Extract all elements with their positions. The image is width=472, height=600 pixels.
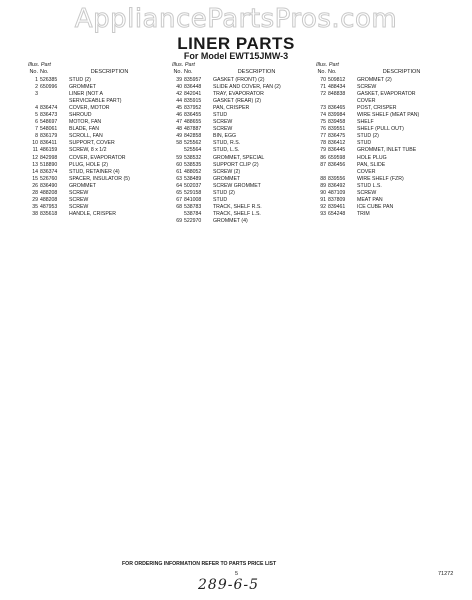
part-no: 650996 <box>40 84 58 91</box>
table-row <box>28 169 150 176</box>
illus-no: 87 <box>320 161 326 168</box>
table-row <box>172 126 300 133</box>
illus-no: 72 <box>320 91 326 98</box>
part-no: 488655 <box>184 119 202 126</box>
illus-no: 76 <box>320 126 326 133</box>
part-description: SCREW GROMMET <box>213 182 261 189</box>
part-description: MEAT PAN <box>357 196 383 203</box>
illus-no: 92 <box>320 203 326 210</box>
part-description: SPACER, INSULATOR (5) <box>69 175 130 182</box>
part-no: 538784 <box>184 210 202 217</box>
part-description: SHELF <box>357 119 374 126</box>
part-description: TRIM <box>357 210 370 217</box>
part-no: 522970 <box>184 217 202 224</box>
part-no: 837952 <box>184 105 202 112</box>
part-no: 842041 <box>184 91 202 98</box>
table-row <box>172 105 300 112</box>
table-row <box>316 133 446 140</box>
part-description: GASKET (REAR) (2) <box>213 98 262 105</box>
part-description: SCREW (2) <box>213 168 241 175</box>
table-row <box>28 98 150 105</box>
part-no: 488208 <box>40 196 58 203</box>
table-row <box>28 183 150 190</box>
illus-no: 60 <box>176 161 182 168</box>
table-row <box>316 105 446 112</box>
part-description: SLIDE AND COVER, FAN (2) <box>213 84 281 91</box>
table-row <box>172 183 300 190</box>
illus-no: 70 <box>320 77 326 83</box>
ordering-note: FOR ORDERING INFORMATION REFER TO PARTS PRICE LIST <box>122 561 277 567</box>
part-no: 835915 <box>184 98 202 105</box>
part-description: HANDLE, CRISPER <box>69 210 116 217</box>
part-description: SCREW <box>357 189 377 196</box>
header-part-no: No. <box>40 69 49 75</box>
table-row <box>316 119 446 126</box>
illus-no: 89 <box>320 182 326 189</box>
part-description: SHELF (PULL OUT) <box>357 126 404 133</box>
part-no: 488052 <box>184 168 202 175</box>
part-no: 525564 <box>184 147 202 154</box>
header-illus-part: Illus. Part <box>28 62 51 68</box>
table-row <box>316 91 446 98</box>
table-row <box>28 140 150 147</box>
illus-no: 91 <box>320 196 326 203</box>
part-no: 836473 <box>40 112 58 119</box>
table-row <box>172 190 300 197</box>
part-description: COVER, EVAPORATOR <box>69 154 126 161</box>
table-row <box>28 126 150 133</box>
part-no: 654248 <box>328 210 346 217</box>
table-row <box>316 197 446 204</box>
part-description: SCREW, 8 x 1/2 <box>69 147 107 154</box>
header-part-no: No. <box>328 69 337 75</box>
part-description: STUD, L.S. <box>213 147 240 154</box>
table-row <box>172 155 300 162</box>
illus-no: 39 <box>176 77 182 83</box>
table-row <box>28 155 150 162</box>
part-description: TRACK, SHELF L.S. <box>213 210 261 217</box>
illus-no: 12 <box>32 154 38 161</box>
part-no: 836465 <box>328 105 346 112</box>
part-no: 835957 <box>184 77 202 83</box>
page-title: LINER PARTS <box>177 34 295 53</box>
part-no: 526760 <box>40 175 58 182</box>
part-no: 659598 <box>328 154 346 161</box>
illus-no: 6 <box>35 119 38 126</box>
illus-no: 78 <box>320 140 326 147</box>
table-row <box>28 176 150 183</box>
header-no: No. <box>317 69 326 75</box>
column-header <box>28 62 150 77</box>
illus-no: 13 <box>32 161 38 168</box>
part-description: SCREW <box>213 126 233 133</box>
part-no: 538489 <box>184 175 202 182</box>
part-no: 488434 <box>328 84 346 91</box>
part-no: 836179 <box>40 133 58 140</box>
part-description: STUD, R.S. <box>213 140 241 147</box>
part-description: GROMMET <box>69 84 97 91</box>
table-row <box>28 162 150 169</box>
part-no: 835618 <box>40 210 58 217</box>
part-description: POST, CRISPER <box>357 105 397 112</box>
part-description: GROMMET, INLET TUBE <box>357 147 417 154</box>
part-description: TRACK, SHELF R.S. <box>213 203 262 210</box>
part-description: SUPPORT CLIP (2) <box>213 161 259 168</box>
part-description: GROMMET <box>69 182 97 189</box>
parts-column-3 <box>316 62 446 218</box>
part-description: HOLE PLUG <box>357 154 387 161</box>
illus-no: 71 <box>320 84 326 91</box>
illus-no: 5 <box>35 112 38 119</box>
part-no: 836445 <box>328 147 346 154</box>
part-no <box>38 98 69 105</box>
table-row <box>172 204 300 211</box>
part-no: 837809 <box>328 196 346 203</box>
illus-no: 69 <box>176 217 182 224</box>
illus-no <box>316 98 326 105</box>
part-no: 487109 <box>328 189 346 196</box>
part-description: STUD <box>213 196 228 203</box>
table-row <box>316 169 446 176</box>
header-no: No. <box>29 69 38 75</box>
table-row <box>316 211 446 218</box>
illus-no: 68 <box>176 203 182 210</box>
part-description: SCREW <box>69 189 89 196</box>
part-no: 836475 <box>328 133 346 140</box>
part-no <box>326 98 357 105</box>
part-no: 525562 <box>184 140 202 147</box>
illus-no: 61 <box>176 168 182 175</box>
part-no: 538535 <box>184 161 202 168</box>
part-description: COVER <box>357 168 376 175</box>
illus-no: 2 <box>35 84 38 91</box>
table-row <box>316 155 446 162</box>
table-row <box>316 162 446 169</box>
table-row <box>172 98 300 105</box>
table-row <box>28 147 150 154</box>
illus-no: 29 <box>32 196 38 203</box>
table-row <box>28 84 150 91</box>
column-header <box>316 62 446 77</box>
header-no: No. <box>173 69 182 75</box>
part-description: WIRE SHELF (MEAT PAN) <box>357 112 420 119</box>
illus-no: 46 <box>176 112 182 119</box>
table-row <box>316 176 446 183</box>
illus-no <box>28 98 38 105</box>
part-no: 509812 <box>328 77 346 83</box>
part-no: 518890 <box>40 161 58 168</box>
illus-no: 35 <box>32 203 38 210</box>
illus-no: 28 <box>32 189 38 196</box>
part-description: STUD (2) <box>213 189 235 196</box>
illus-no: 74 <box>320 112 326 119</box>
illus-no: 14 <box>32 168 38 175</box>
part-description: STUD (2) <box>357 133 379 140</box>
table-row <box>316 126 446 133</box>
part-description: STUD, RETAINER (4) <box>69 168 120 175</box>
part-no: 548697 <box>40 119 58 126</box>
part-no: 486159 <box>40 147 58 154</box>
illus-no: 75 <box>320 119 326 126</box>
table-row <box>172 176 300 183</box>
part-description: STUD L.S. <box>357 182 382 189</box>
illus-no: 45 <box>176 105 182 112</box>
illus-no: 8 <box>35 133 38 140</box>
header-illus-part: Illus. Part <box>316 62 339 68</box>
illus-no: 88 <box>320 175 326 182</box>
part-no: 836492 <box>328 182 346 189</box>
part-description: SERVICEABLE PART) <box>69 98 122 105</box>
watermark: AppliancePartsPros.com <box>74 4 398 34</box>
table-row <box>172 119 300 126</box>
part-description: ICE CUBE PAN <box>357 203 394 210</box>
illus-no: 26 <box>32 182 38 189</box>
part-no: 526385 <box>40 77 58 83</box>
illus-no: 79 <box>320 147 326 154</box>
illus-no: 58 <box>176 140 182 147</box>
illus-no: 15 <box>32 175 38 182</box>
illus-no: 40 <box>176 84 182 91</box>
part-no: 488208 <box>40 189 58 196</box>
part-description: LINER (NOT A <box>69 91 103 98</box>
part-description: SHROUD <box>69 112 92 119</box>
part-description: COVER <box>357 98 376 105</box>
illus-no: 4 <box>35 105 38 112</box>
table-row <box>316 147 446 154</box>
part-no: 836456 <box>328 161 346 168</box>
parts-column-1 <box>28 62 150 218</box>
illus-no: 3 <box>35 91 38 98</box>
part-description: SCREW <box>213 119 233 126</box>
part-description: SCREW <box>69 203 89 210</box>
table-row <box>172 211 300 218</box>
column-header <box>172 62 300 77</box>
table-row <box>28 197 150 204</box>
illus-no: 59 <box>176 154 182 161</box>
table-row <box>172 84 300 91</box>
part-description: COVER, MOTOR <box>69 105 110 112</box>
part-no <box>38 91 69 98</box>
part-no: 839984 <box>328 112 346 119</box>
header-illus-part: Illus. Part <box>172 62 195 68</box>
part-description: SCREW <box>69 196 89 203</box>
table-row <box>316 77 446 84</box>
part-description: MOTOR, FAN <box>69 119 102 126</box>
table-row <box>28 112 150 119</box>
table-row <box>316 190 446 197</box>
table-row <box>28 77 150 84</box>
part-description: GASKET (FRONT) (2) <box>213 77 265 83</box>
illus-no: 65 <box>176 189 182 196</box>
part-description: STUD <box>213 112 228 119</box>
illus-no: 73 <box>320 105 326 112</box>
part-no: 836374 <box>40 168 58 175</box>
part-description: GROMMET (2) <box>357 77 392 83</box>
illus-no: 86 <box>320 154 326 161</box>
table-row <box>172 140 300 147</box>
illus-no: 38 <box>32 210 38 217</box>
table-row <box>316 112 446 119</box>
part-description: SCROLL, FAN <box>69 133 103 140</box>
part-description: GROMMET, SPECIAL <box>213 154 265 161</box>
illus-no <box>172 211 182 218</box>
table-row <box>172 112 300 119</box>
part-description: GROMMET (4) <box>213 217 248 224</box>
part-description: TRAY, EVAPORATOR <box>213 91 264 98</box>
part-no: 529158 <box>184 189 202 196</box>
part-no: 839551 <box>328 126 346 133</box>
table-row <box>316 84 446 91</box>
part-no: 839556 <box>328 175 346 182</box>
illus-no: 77 <box>320 133 326 140</box>
part-description: SUPPORT, COVER <box>69 140 115 147</box>
table-row <box>172 169 300 176</box>
illus-no: 67 <box>176 196 182 203</box>
page-number: 5 <box>235 571 239 577</box>
part-no: 548061 <box>40 126 58 133</box>
illus-no: 47 <box>176 119 182 126</box>
illus-no: 44 <box>176 98 182 105</box>
illus-no: 1 <box>35 77 38 83</box>
part-no: 836448 <box>184 84 202 91</box>
part-description: SCREW <box>357 84 377 91</box>
part-no: 502037 <box>184 182 202 189</box>
table-row <box>28 133 150 140</box>
part-no: 538783 <box>184 203 202 210</box>
header-part-no: No. <box>184 69 193 75</box>
part-no: 836411 <box>40 140 57 147</box>
part-description: STUD <box>357 140 372 147</box>
table-row <box>172 162 300 169</box>
handwritten-note: 289-6-5 <box>198 577 259 593</box>
part-no: 848838 <box>328 91 346 98</box>
table-row <box>316 204 446 211</box>
part-no: 487953 <box>40 203 58 210</box>
parts-column-2 <box>172 62 300 225</box>
part-description: BIN, EGG <box>213 133 237 140</box>
illus-no: 42 <box>176 91 182 98</box>
part-description: PAN, SLIDE <box>357 161 386 168</box>
part-no: 836455 <box>184 112 202 119</box>
part-description: GASKET, EVAPORATOR <box>357 91 416 98</box>
part-no <box>326 169 357 176</box>
part-description: WIRE SHELF (FZR) <box>357 175 404 182</box>
part-no: 842858 <box>184 133 202 140</box>
header-description: DESCRIPTION <box>382 69 421 75</box>
illus-no <box>172 147 182 154</box>
part-no: 839458 <box>328 119 346 126</box>
part-no: 836474 <box>40 105 58 112</box>
model-subtitle: For Model EWT15JMW-3 <box>183 51 289 61</box>
table-row <box>172 197 300 204</box>
table-row <box>28 211 150 218</box>
table-row <box>172 91 300 98</box>
part-no: 842998 <box>40 154 58 161</box>
illus-no: 64 <box>176 182 182 189</box>
part-description: PAN, CRISPER <box>213 105 250 112</box>
header-description: DESCRIPTION <box>90 69 129 75</box>
part-description: PLUG, HOLE (2) <box>69 161 108 168</box>
table-row <box>172 133 300 140</box>
part-no: 836412 <box>328 140 346 147</box>
table-row <box>28 105 150 112</box>
header-description: DESCRIPTION <box>237 69 276 75</box>
part-no: 487887 <box>184 126 202 133</box>
part-no: 841008 <box>184 196 202 203</box>
document-code: 71272 <box>438 571 454 577</box>
part-no: 538532 <box>184 154 202 161</box>
table-row <box>172 218 300 225</box>
illus-no: 11 <box>32 147 38 154</box>
illus-no: 90 <box>320 189 326 196</box>
table-row <box>28 204 150 211</box>
illus-no: 48 <box>176 126 182 133</box>
part-no: 836490 <box>40 182 58 189</box>
illus-no: 63 <box>176 175 182 182</box>
illus-no: 7 <box>35 126 38 133</box>
part-description: GROMMET <box>213 175 241 182</box>
table-row <box>28 190 150 197</box>
table-row <box>172 147 300 154</box>
table-row <box>316 98 446 105</box>
illus-no <box>316 169 326 176</box>
part-description: BLADE, FAN <box>69 126 99 133</box>
illus-no: 10 <box>32 140 38 147</box>
illus-no: 49 <box>176 133 182 140</box>
table-row <box>316 140 446 147</box>
part-description: STUD (2) <box>69 77 91 83</box>
table-row <box>316 183 446 190</box>
table-row <box>172 77 300 84</box>
table-row <box>28 119 150 126</box>
illus-no: 93 <box>320 210 326 217</box>
part-no: 839461 <box>328 203 346 210</box>
table-row <box>28 91 150 98</box>
